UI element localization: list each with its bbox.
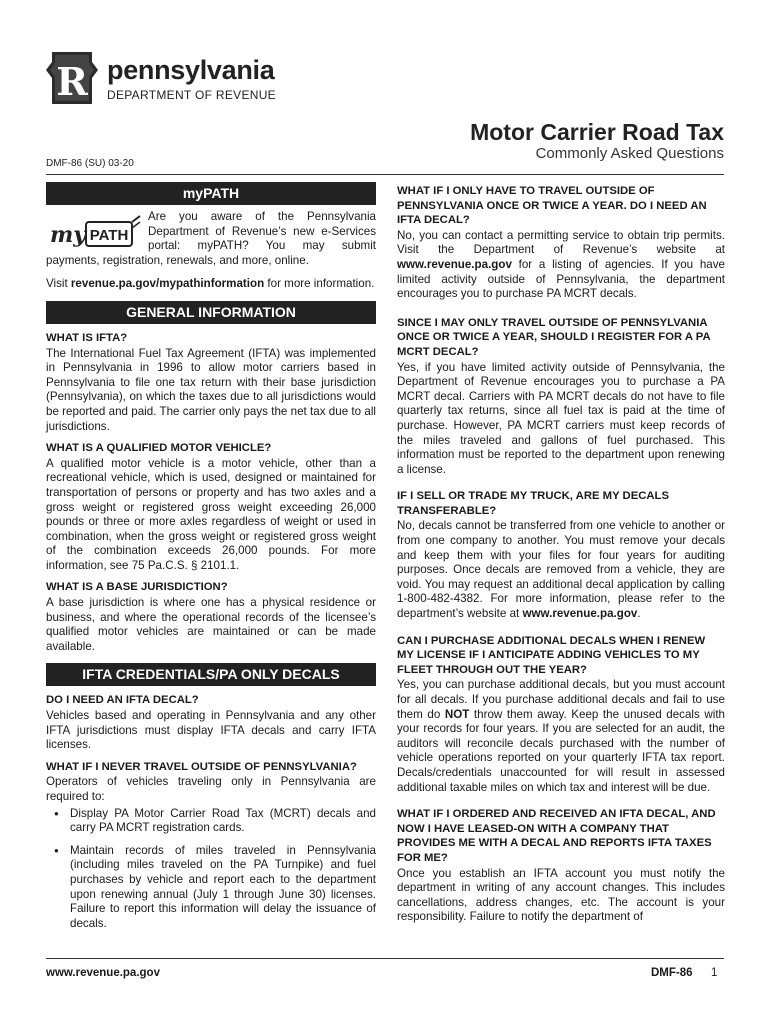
mypath-section [46,210,376,268]
revenue-link[interactable]: www.revenue.pa.gov [522,607,638,621]
ifta-credentials-banner: IFTA CREDENTIALS/PA ONLY DECALS [46,663,376,686]
left-column [46,182,376,939]
page-number: 1 [711,967,718,979]
question-what-is-ifta: WHAT IS IFTA? [46,331,128,344]
question-qualified-vehicle: WHAT IS A QUALIFIED MOTOR VEHICLE? [46,442,272,455]
general-info-banner: GENERAL INFORMATION [46,301,376,324]
answer-what-is-ifta: The International Fuel Tax Agreement (IFTA) was implemented in Pennsylvania in 1996 to allow motor carriers based in Pennsylvania to file one tax return with their base jurisdiction (Pennsylvania), on which the taxes due to all jurisdictions would be reported and paid. The carrier only pays the net tax due to all jurisdictions. [46,346,376,433]
svg-text:R: R [56,59,88,104]
header-rule [46,174,724,175]
document-subtitle: Commonly Asked Questions [535,145,724,162]
footer-form-code: DMF-86 [651,967,693,979]
footer-rule [46,958,724,959]
mypath-logo-icon [48,210,144,252]
keystone-logo-icon [46,50,98,106]
mypath-visit: Visit revenue.pa.gov/mypathinformation for more information. [46,277,375,291]
question-register-mcrt: SINCE I MAY ONLY TRAVEL OUTSIDE OF PENNSYLVANIA ONCE OR TWICE A YEAR, SHOULD I REGISTER FOR A PA MCRT DECAL? [397,316,711,358]
question-travel-once-or-twice: WHAT IF I ONLY HAVE TO TRAVEL OUTSIDE OF PENNSYLVANIA ONCE OR TWICE A YEAR. DO I NEED AN IFTA DECAL? [397,185,707,227]
list-item: ● Display PA Motor Carrier Road Tax (MCRT) decals and carry PA MCRT registration cards. [46,807,376,836]
mypath-intro: Are you aware of the Pennsylvania Department of Revenue’s new e-Services portal: myPATH? You may submit payments, registration, renewals, and more, online. [46,210,376,267]
answer-need-ifta-decal: Vehicles based and operating in Pennsylvania and any other IFTA jurisdictions must display IFTA decals and carry IFTA licenses. [46,709,376,752]
answer-decals-transferable: No, decals cannot be transferred from one vehicle to another or from one company to another. You must remove your decals and keep them with your files for four years for auditing purposes. Once decals are removed from a vehicle, they are void. You may request an additional decal application by calling 1-800-482-4382. For more information, please refer to the department’s website at www.revenue.pa.gov. [397,519,725,621]
footer-website-link[interactable]: www.revenue.pa.gov [46,967,160,979]
question-decals-transferable: IF I SELL OR TRADE MY TRUCK, ARE MY DECALS TRANSFERABLE? [397,490,669,517]
answer-additional-decals: Yes, you can purchase additional decals, but you must account for all decals. If you purchase additional decals and fail to use them do NOT throw them away. Keep the unused decals with your records for four years. If you are selected for an audit, the auditors will reconcile decals purchased with the number of vehicle operations reported on your quarterly IFTA tax report. Decals/credentials unaccounted for will result in assessed additional taxable miles on which tax and interest will be due. [397,678,725,794]
answer-register-mcrt: Yes, if you have limited activity outside of Pennsylvania, the Department of Revenue encourages you to purchase a PA MCRT decal. Carriers with PA MCRT decals do not have to file quarterly tax returns, since all fuel tax is paid at the time of purchase. However, PA MCRT carriers must keep records of the miles traveled and gallons of fuel purchased. This information must be reported to the department upon renewing a license. [397,360,725,476]
form-code: DMF-86 (SU) 03-20 [46,158,134,169]
revenue-link[interactable]: www.revenue.pa.gov [397,257,512,271]
question-additional-decals: CAN I PURCHASE ADDITIONAL DECALS WHEN I RENEW MY LICENSE IF I ANTICIPATE ADDING VEHICLES TO MY FLEET THROUGH OUT THE YEAR? [397,634,706,676]
list-item: ● Maintain records of miles traveled in Pennsylvania (including miles traveled on the PA Turnpike) and fuel purchases by vehicle and report each to the department upon renewing annual (July 1 through June 30) licenses. Failure to report this information will delay the issuance of decals. [46,844,376,932]
answer-qualified-vehicle: A qualified motor vehicle is a motor vehicle, other than a recreational vehicle, which is used, designed or maintained for transportation of persons or property and has two axles and a gross weight or registered gross weight exceeding 26,000 pounds or three or more axles regardless of weight or used in combination, when the gross weight or registered gross weight of the combination exceeds 26,000 pounds. For more information, see 75 Pa.C.S. § 2101.1. [46,456,376,572]
mypath-banner: myPATH [46,182,376,205]
answer-travel-once-or-twice: No, you can contact a permitting service to obtain trip permits. Visit the Department of Revenue’s website at www.revenue.pa.gov for a listing of agencies. If you have limited activity outside of Pennsylvania, the department encourages you to purchase PA MCRT decals. [397,228,725,301]
department-name: DEPARTMENT OF REVENUE [107,88,276,102]
question-base-jurisdiction: WHAT IS A BASE JURISDICTION? [46,581,228,594]
question-need-ifta-decal: DO I NEED AN IFTA DECAL? [46,694,199,707]
answer-never-travel-outside: Operators of vehicles traveling only in Pennsylvania are required to: [46,775,376,803]
answer-leased-on: Once you establish an IFTA account you must notify the department in writing of any account changes. This includes cancellations, address changes, etc. The account is your responsibility. Failure to notify the department of [397,866,725,924]
question-never-travel-outside: WHAT IF I NEVER TRAVEL OUTSIDE OF PENNSYLVANIA? [46,760,357,773]
requirements-list [46,807,376,932]
mypath-link[interactable]: revenue.pa.gov/mypathinformation [70,277,265,291]
brand-wordmark: pennsylvania [107,55,275,85]
document-title: Motor Carrier Road Tax [470,119,724,145]
answer-base-jurisdiction: A base jurisdiction is where one has a physical residence or business, and where the operational records of the licensee’s qualified motor vehicles are maintained or can be made available. [46,596,376,653]
svg-text:my: my [50,222,87,248]
question-leased-on: WHAT IF I ORDERED AND RECEIVED AN IFTA DECAL, AND NOW I HAVE LEASED-ON WITH A COMPANY THAT PROVIDES ME WITH A DECAL AND REPORTS IFTA TAXES FOR ME? [397,808,716,864]
svg-text:PATH: PATH [89,227,129,244]
right-column [397,182,725,925]
